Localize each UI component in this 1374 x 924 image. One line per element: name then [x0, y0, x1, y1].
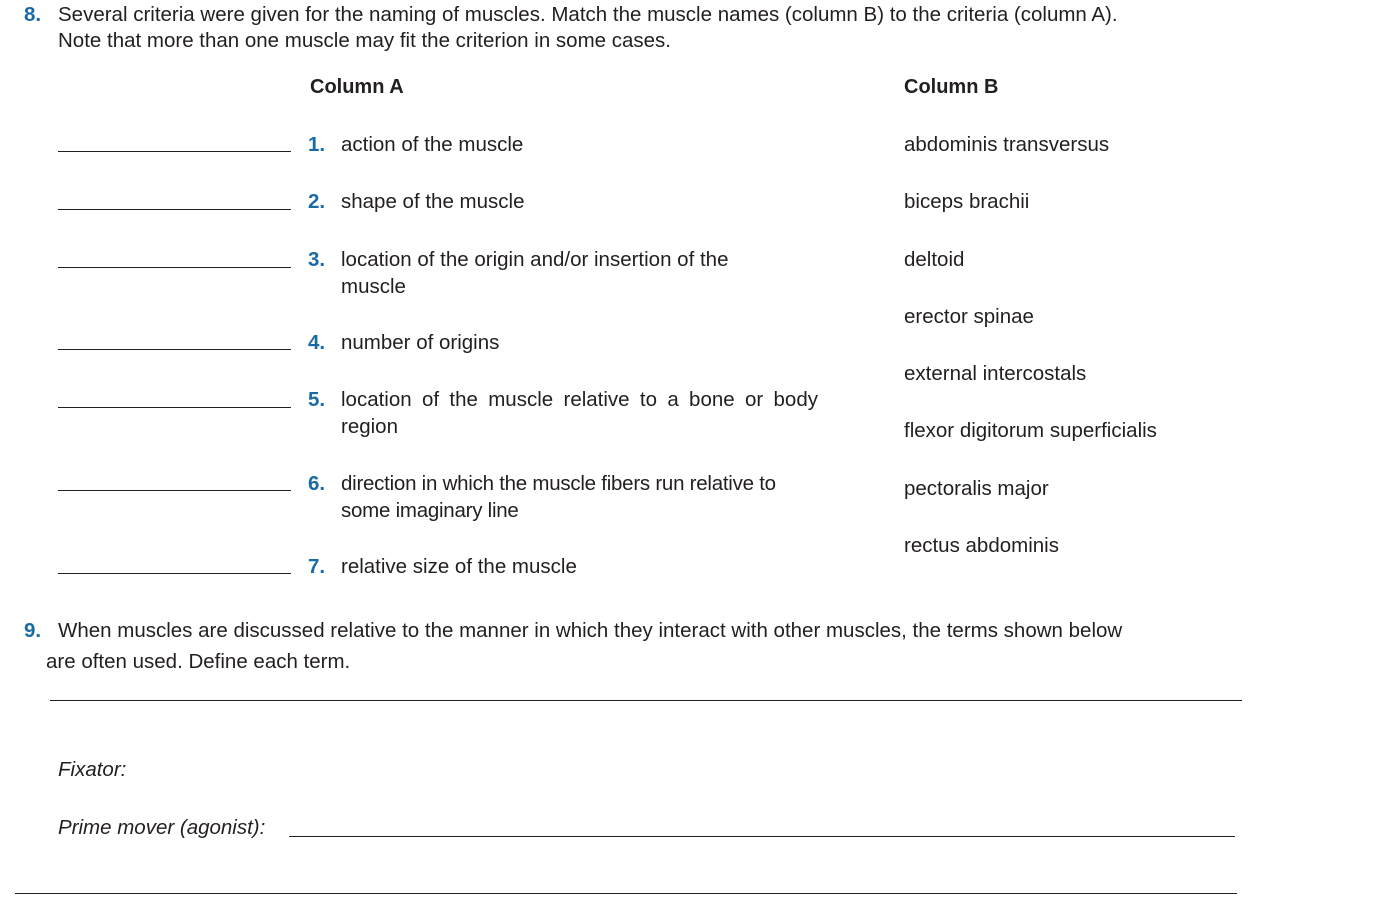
muscle-name: abdominis transversus — [904, 133, 1110, 156]
question-9-prompt-line-1: When muscles are discussed relative to the manner in which they interact with other muscles, the terms shown below — [58, 619, 1123, 642]
criterion-item-6 — [308, 471, 823, 524]
criterion-number: 3. — [308, 248, 326, 271]
criterion-text: relative size of the muscle — [341, 555, 577, 578]
criterion-item-5 — [308, 387, 818, 440]
term-prime-mover: Prime mover (agonist): — [58, 816, 266, 839]
answer-blank-5[interactable] — [58, 407, 291, 408]
criterion-item-4 — [308, 330, 828, 357]
criterion-number: 2. — [308, 190, 326, 213]
criterion-number: 4. — [308, 331, 326, 354]
criterion-number: 5. — [308, 388, 326, 411]
criterion-text: location of the origin and/or insertion of the muscle — [341, 248, 729, 298]
criterion-number: 6. — [308, 472, 326, 495]
criterion-item-1 — [308, 132, 828, 159]
criterion-text: location of the muscle relative to a bone or body region — [341, 388, 818, 438]
answer-blank-2[interactable] — [58, 209, 291, 210]
answer-blank-1[interactable] — [58, 151, 291, 152]
criterion-text: number of origins — [341, 331, 500, 354]
question-9-number: 9. — [24, 619, 42, 642]
answer-line[interactable] — [15, 893, 1237, 894]
question-8-number: 8. — [24, 3, 42, 26]
answer-blank-6[interactable] — [58, 490, 291, 491]
muscle-name: flexor digitorum superficialis — [904, 419, 1157, 442]
criterion-item-2 — [308, 189, 828, 216]
criterion-number: 7. — [308, 555, 326, 578]
question-9-prompt-line-2: are often used. Define each term. — [46, 650, 351, 673]
criterion-text: direction in which the muscle fibers run relative to some imaginary line — [341, 472, 776, 522]
column-a-header: Column A — [310, 76, 404, 98]
answer-blank-7[interactable] — [58, 573, 291, 574]
answer-line[interactable] — [50, 700, 1242, 701]
question-8-prompt-line-1: Several criteria were given for the naming of muscles. Match the muscle names (column B) to the criteria (column A). — [58, 3, 1118, 26]
muscle-name: external intercostals — [904, 362, 1087, 385]
muscle-name: pectoralis major — [904, 477, 1049, 500]
criterion-text: action of the muscle — [341, 133, 524, 156]
prime-mover-answer-line[interactable] — [289, 836, 1235, 837]
muscle-name: rectus abdominis — [904, 534, 1059, 557]
column-b-header: Column B — [904, 76, 999, 98]
criterion-number: 1. — [308, 133, 326, 156]
question-8-prompt-line-2: Note that more than one muscle may fit the criterion in some cases. — [58, 29, 671, 52]
answer-blank-3[interactable] — [58, 267, 291, 268]
muscle-name: deltoid — [904, 248, 965, 271]
criterion-item-7 — [308, 554, 828, 581]
criterion-item-3 — [308, 247, 758, 300]
answer-blank-4[interactable] — [58, 349, 291, 350]
muscle-name: biceps brachii — [904, 190, 1030, 213]
muscle-name: erector spinae — [904, 305, 1034, 328]
criterion-text: shape of the muscle — [341, 190, 525, 213]
term-fixator: Fixator: — [58, 758, 127, 781]
